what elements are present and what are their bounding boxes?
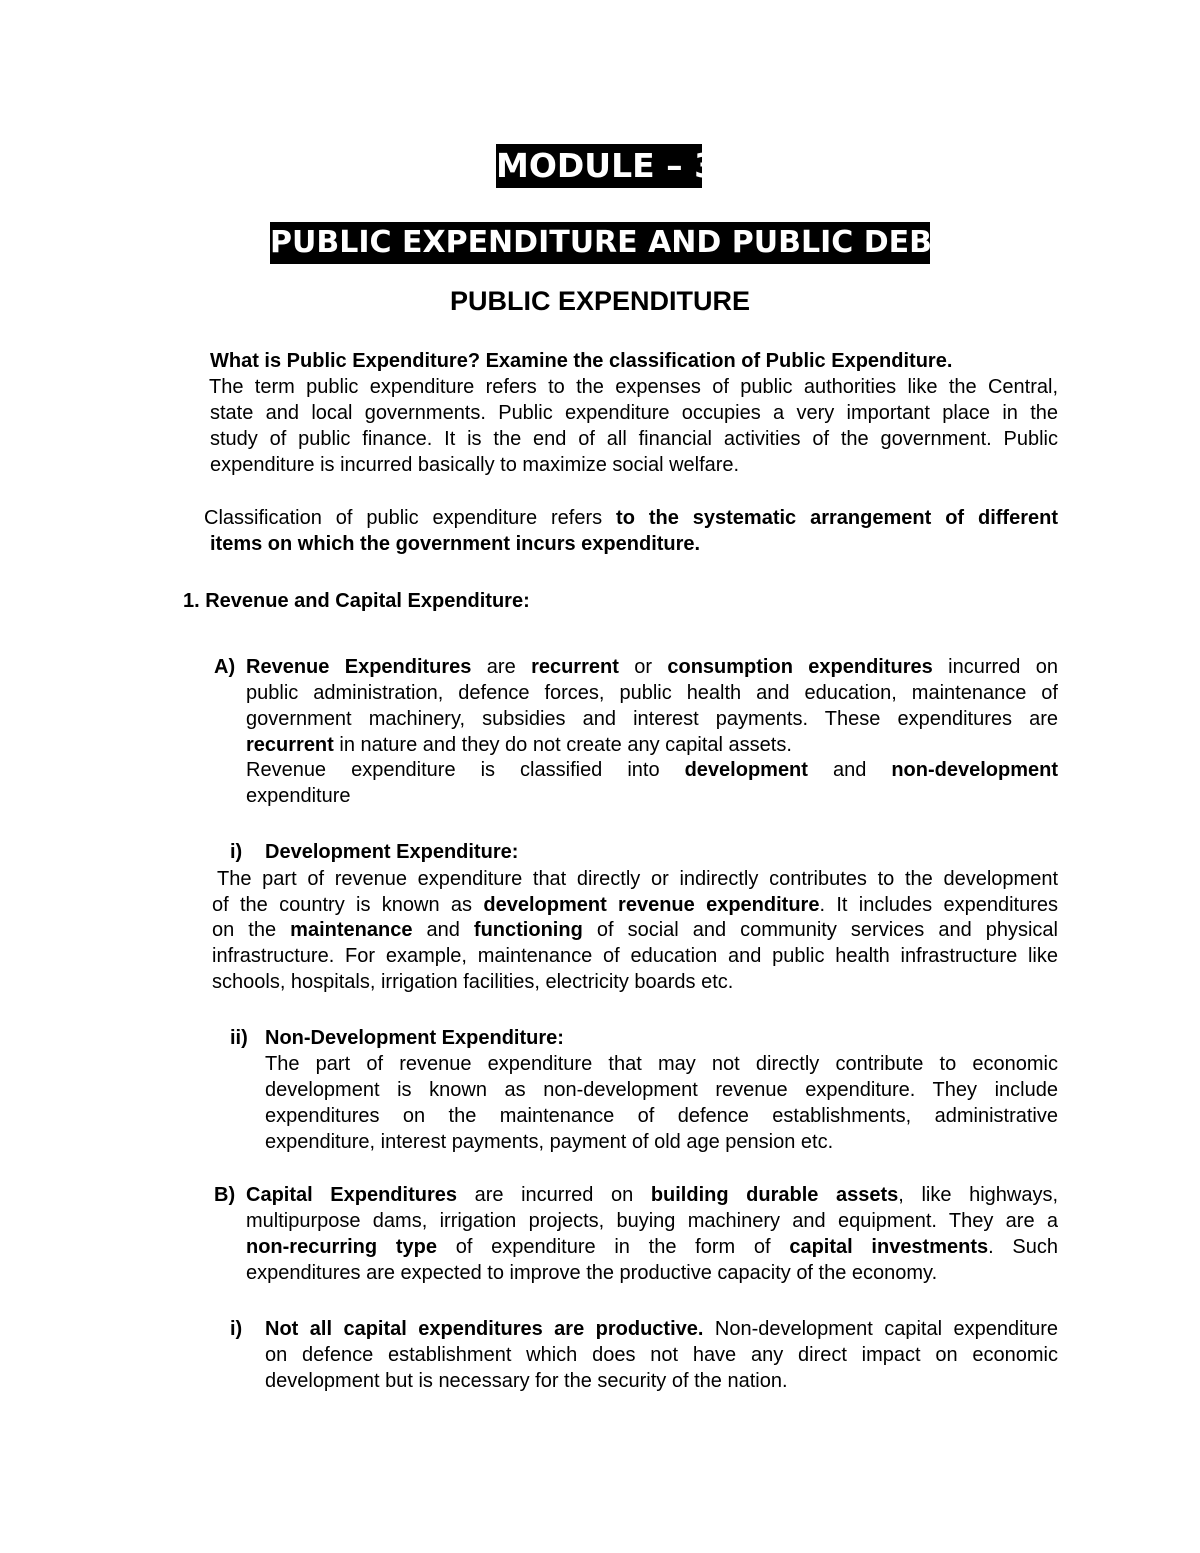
non-development-line: development is known as non-development revenue expenditure. They include — [265, 1079, 1058, 1101]
revenue-line: government machinery, subsidies and interest payments. These expenditures are — [246, 708, 1058, 730]
capital-line: Capital Expenditures are incurred on building durable assets, like highways, — [246, 1184, 1059, 1206]
capital-line: expenditures are expected to improve the productive capacity of the economy. — [246, 1262, 938, 1284]
non-development-heading: Non-Development Expenditure: — [265, 1027, 564, 1049]
capital-line: multipurpose dams, irrigation projects, buying machinery and equipment. They are a — [246, 1210, 1058, 1232]
intro-line: The term public expenditure refers to the expenses of public authorities like the Central, — [209, 376, 1058, 398]
unit-title: PUBLIC EXPENDITURE AND PUBLIC DEBT — [270, 222, 930, 264]
revenue-line: expenditure — [246, 785, 351, 807]
capital-note-line: development but is necessary for the security of the nation. — [265, 1370, 788, 1392]
item-marker: i) — [230, 1318, 243, 1340]
capital-note-line: Not all capital expenditures are productive. Non-development capital expenditure — [265, 1318, 1058, 1340]
revenue-line: Revenue Expenditures are recurrent or consumption expenditures incurred on — [246, 656, 1058, 678]
non-development-line: expenditure, interest payments, payment of old age pension etc. — [265, 1131, 834, 1153]
item-marker: ii) — [230, 1027, 248, 1049]
item-marker: A) — [214, 656, 236, 678]
classification-line: items on which the government incurs expenditure. — [210, 533, 701, 555]
heading-revenue-capital: 1. Revenue and Capital Expenditure: — [183, 590, 530, 612]
development-line: of the country is known as development revenue expenditure. It includes expenditures — [212, 894, 1058, 916]
item-marker: i) — [230, 841, 243, 863]
capital-line: non-recurring type of expenditure in the form of capital investments. Such — [246, 1236, 1058, 1258]
development-heading: Development Expenditure: — [265, 841, 519, 863]
revenue-line: public administration, defence forces, public health and education, maintenance of — [246, 682, 1058, 704]
non-development-line: expenditures on the maintenance of defence establishments, administrative — [265, 1105, 1058, 1127]
development-line: infrastructure. For example, maintenance of education and public health infrastructure like — [212, 945, 1058, 967]
intro-line: study of public finance. It is the end of all financial activities of the government. Public — [210, 428, 1058, 450]
question: What is Public Expenditure? Examine the classification of Public Expenditure. — [210, 350, 953, 372]
module-title: MODULE – 3 — [496, 144, 702, 188]
revenue-line: Revenue expenditure is classified into development and non-development — [246, 759, 1058, 781]
intro-line: state and local governments. Public expenditure occupies a very important place in the — [210, 402, 1058, 424]
revenue-line: recurrent in nature and they do not create any capital assets. — [246, 734, 792, 756]
development-line: schools, hospitals, irrigation facilities, electricity boards etc. — [212, 971, 734, 993]
development-line: The part of revenue expenditure that directly or indirectly contributes to the development — [217, 868, 1058, 890]
intro-line: expenditure is incurred basically to maximize social welfare. — [210, 454, 740, 476]
non-development-line: The part of revenue expenditure that may not directly contribute to economic — [265, 1053, 1058, 1075]
capital-note-line: on defence establishment which does not have any direct impact on economic — [265, 1344, 1058, 1366]
section-title: PUBLIC EXPENDITURE — [449, 286, 751, 316]
item-marker: B) — [214, 1184, 236, 1206]
classification-line: Classification of public expenditure refers to the systematic arrangement of different — [204, 507, 1058, 529]
development-line: on the maintenance and functioning of social and community services and physical — [212, 919, 1059, 941]
